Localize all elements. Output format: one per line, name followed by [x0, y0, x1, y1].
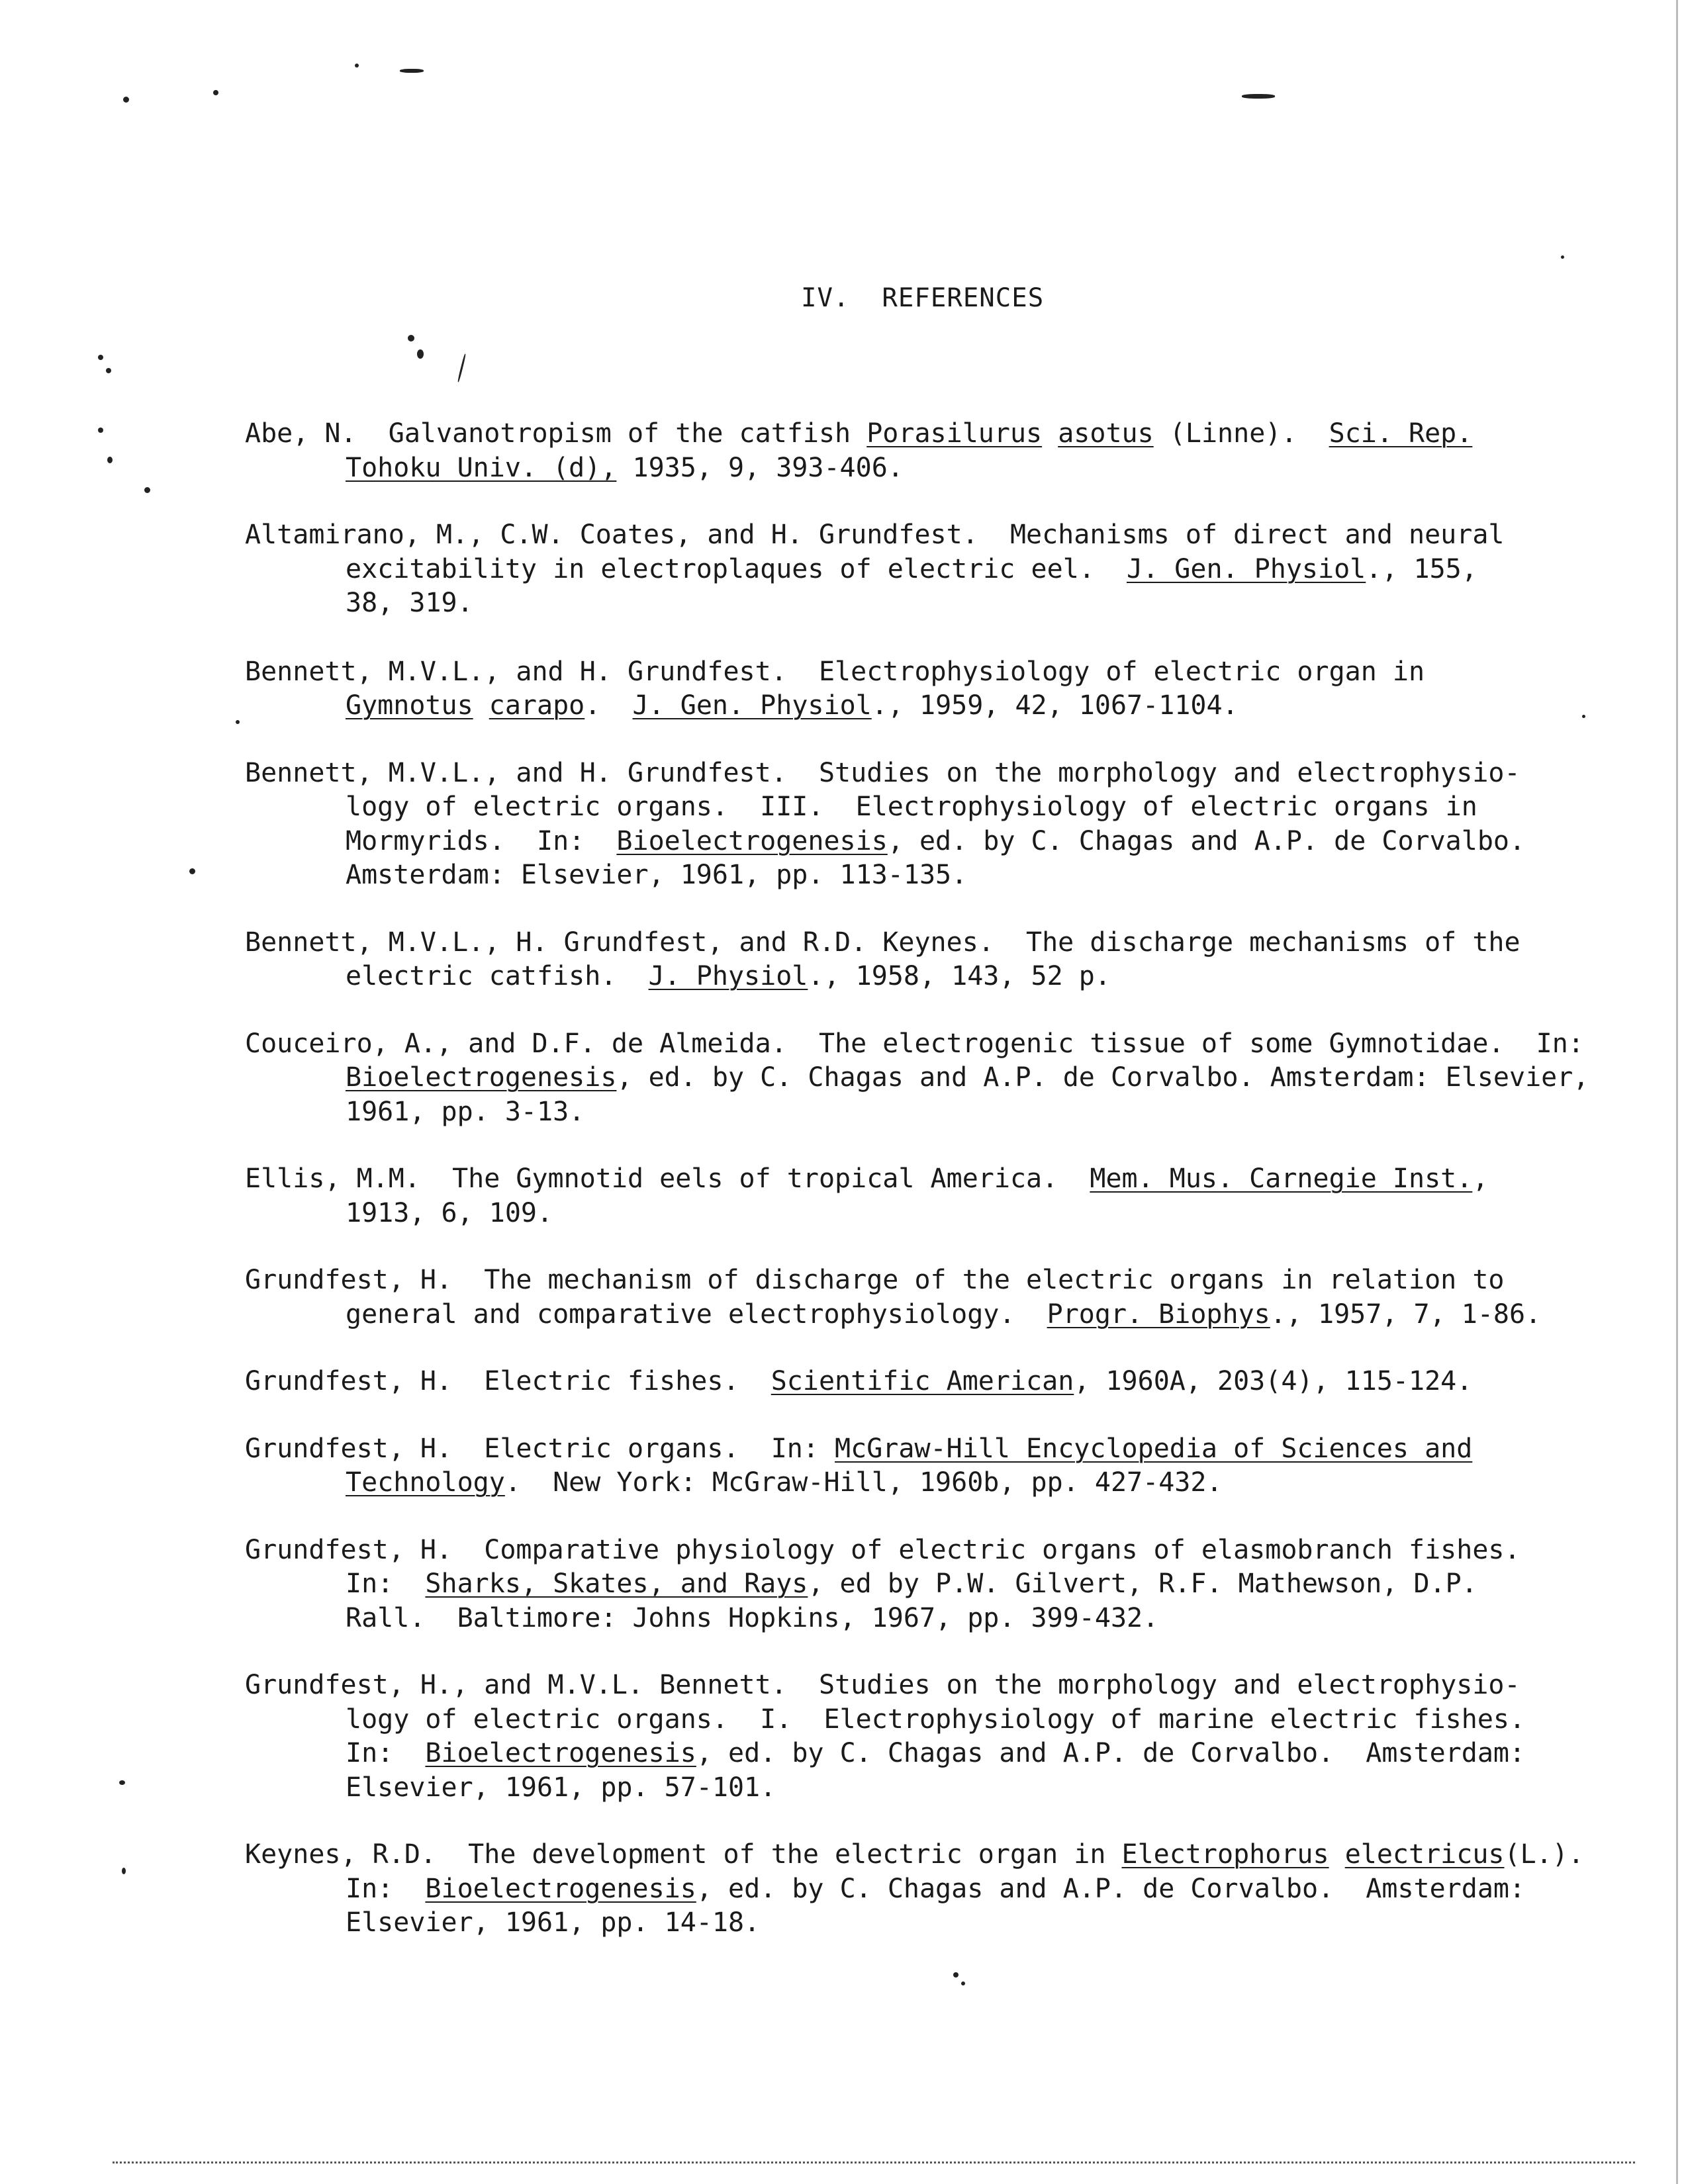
reference-entry: [245, 756, 1668, 893]
reference-line: [245, 1737, 1668, 1771]
reference-text: excitability in electroplaques of electric eel.: [346, 553, 1127, 584]
reference-text: 1913, 6, 109.: [346, 1197, 553, 1228]
reference-line: [245, 1263, 1668, 1298]
reference-text: logy of electric organs. III. Electrophysiology of electric organs in: [346, 792, 1477, 822]
scan-speck: [122, 1868, 126, 1874]
reference-line: [245, 1703, 1668, 1737]
reference-text: , ed. by C. Chagas and A.P. de Corvalbo. Amsterdam:: [696, 1738, 1526, 1768]
scan-mark: [457, 353, 467, 382]
reference-text: [473, 690, 489, 721]
reference-text: (L.).: [1504, 1839, 1584, 1870]
reference-text: , 1960A, 203(4), 115-124.: [1074, 1366, 1473, 1396]
reference-entry: [245, 1263, 1668, 1332]
underlined-title: J. Gen. Physiol: [632, 690, 872, 721]
page-bottom-edge: [113, 2161, 1635, 2163]
reference-line: [245, 1027, 1668, 1062]
reference-line: [245, 518, 1668, 553]
reference-text: [1042, 418, 1058, 449]
underlined-title: Porasilurus: [866, 418, 1043, 449]
reference-entry: [245, 655, 1668, 723]
reference-text: ., 1958, 143, 52 p.: [808, 961, 1111, 991]
reference-entry: [245, 1027, 1668, 1130]
scan-speck: [119, 1780, 125, 1785]
reference-text: . New York: McGraw-Hill, 1960b, pp. 427-432.: [504, 1467, 1223, 1498]
reference-text: electric catfish.: [346, 961, 649, 991]
reference-text: general and comparative electrophysiology.: [346, 1298, 1047, 1330]
reference-text: , ed. by C. Chagas and A.P. de Corvalbo. Amsterdam:: [696, 1873, 1526, 1904]
reference-text: [1329, 1839, 1345, 1870]
reference-line: [245, 1872, 1668, 1907]
reference-text: 1961, pp. 3-13.: [346, 1096, 585, 1127]
reference-line: [245, 790, 1668, 825]
scan-speck: [953, 1972, 959, 1978]
scan-speck: [236, 720, 240, 724]
reference-text: .: [585, 690, 633, 721]
reference-line: [245, 1838, 1668, 1872]
reference-line: [245, 1095, 1668, 1130]
scan-speck: [961, 1981, 965, 1985]
underlined-title: Sharks, Skates, and Rays: [425, 1569, 808, 1599]
reference-text: Ellis, M.M. The Gymnotid eels of tropical America.: [245, 1163, 1090, 1194]
underlined-title: Technology: [346, 1467, 505, 1498]
reference-text: Abe, N. Galvanotropism of the catfish: [245, 418, 867, 449]
underlined-title: Tohoku Univ. (d),: [346, 452, 617, 483]
reference-text: ., 1957, 7, 1-86.: [1270, 1298, 1542, 1330]
reference-text: Rall. Baltimore: Johns Hopkins, 1967, pp. 399-432.: [346, 1602, 1159, 1633]
reference-entry: [245, 1838, 1668, 1940]
scan-speck: [408, 335, 414, 341]
underlined-title: Bioelectrogenesis: [616, 825, 888, 856]
reference-text: Couceiro, A., and D.F. de Almeida. The electrogenic tissue of some Gymnotidae. In:: [245, 1028, 1584, 1059]
reference-line: [245, 960, 1668, 994]
scan-mark: [400, 69, 424, 73]
reference-text: Elsevier, 1961, pp. 14-18.: [346, 1907, 761, 1938]
reference-line: [245, 858, 1668, 893]
scan-speck: [107, 457, 113, 463]
underlined-title: electricus: [1344, 1839, 1505, 1870]
underlined-title: J. Gen. Physiol: [1127, 553, 1366, 584]
scan-speck: [1561, 255, 1564, 259]
reference-line: [245, 1162, 1668, 1197]
underlined-title: Bioelectrogenesis: [425, 1738, 696, 1768]
reference-line: [245, 655, 1668, 690]
underlined-title: J. Physiol: [648, 961, 808, 991]
scan-speck: [189, 868, 195, 874]
reference-text: , ed. by C. Chagas and A.P. de Corvalbo. Amsterdam: Elsevier,: [616, 1062, 1589, 1093]
reference-line: [245, 1906, 1668, 1940]
underlined-title: Scientific American: [771, 1366, 1074, 1396]
reference-text: In:: [346, 1873, 426, 1904]
reference-text: logy of electric organs. I. Electrophysiology of marine electric fishes.: [346, 1704, 1526, 1735]
reference-text: , ed. by C. Chagas and A.P. de Corvalbo.: [887, 825, 1526, 856]
reference-text: Keynes, R.D. The development of the electric organ in: [245, 1839, 1122, 1870]
reference-line: [245, 553, 1668, 587]
reference-line: [245, 1602, 1668, 1636]
reference-text: Elsevier, 1961, pp. 57-101.: [346, 1772, 776, 1803]
reference-text: Mormyrids. In:: [346, 825, 617, 856]
reference-entry: [245, 1533, 1668, 1636]
underlined-title: Progr. Biophys: [1047, 1298, 1270, 1330]
reference-text: Grundfest, H., and M.V.L. Bennett. Studies on the morphology and electrophysio-: [245, 1670, 1520, 1700]
scan-speck: [106, 368, 111, 373]
underlined-title: Bioelectrogenesis: [346, 1062, 617, 1093]
reference-entry: [245, 1365, 1668, 1399]
scan-speck: [144, 487, 150, 493]
underlined-title: McGraw-Hill Encyclopedia of Sciences and: [835, 1433, 1473, 1464]
section-number: IV.: [801, 283, 850, 313]
reference-line: [245, 417, 1668, 451]
scan-speck: [213, 90, 218, 95]
scan-speck: [123, 97, 129, 103]
section-title: REFERENCES: [882, 283, 1045, 313]
reference-list: [245, 417, 1668, 1940]
reference-line: [245, 1567, 1668, 1602]
reference-text: ,: [1472, 1163, 1489, 1194]
reference-line: [245, 451, 1668, 486]
reference-text: ., 1959, 42, 1067-1104.: [871, 690, 1239, 721]
reference-line: [245, 1533, 1668, 1568]
reference-line: [245, 586, 1668, 621]
reference-line: [245, 1466, 1668, 1500]
reference-text: Altamirano, M., C.W. Coates, and H. Grundfest. Mechanisms of direct and neural: [245, 520, 1505, 550]
reference-line: [245, 1061, 1668, 1095]
section-heading: [801, 283, 1044, 313]
reference-line: [245, 756, 1668, 791]
reference-line: [245, 825, 1668, 859]
reference-text: In:: [346, 1738, 426, 1768]
scan-mark: [1242, 94, 1275, 99]
reference-line: [245, 1668, 1668, 1703]
reference-line: [245, 689, 1668, 723]
underlined-title: asotus: [1058, 418, 1154, 449]
reference-text: Bennett, M.V.L., and H. Grundfest. Studies on the morphology and electrophysio-: [245, 757, 1520, 788]
reference-line: [245, 1197, 1668, 1231]
reference-text: In:: [346, 1569, 426, 1599]
scan-speck: [417, 349, 424, 359]
reference-text: Amsterdam: Elsevier, 1961, pp. 113-135.: [346, 860, 968, 890]
scan-speck: [98, 355, 103, 360]
underlined-title: Sci. Rep.: [1329, 418, 1473, 449]
underlined-title: Electrophorus: [1121, 1839, 1329, 1870]
reference-text: , ed by P.W. Gilvert, R.F. Mathewson, D.P.: [808, 1569, 1477, 1599]
underlined-title: Gymnotus: [346, 690, 473, 721]
reference-line: [245, 926, 1668, 960]
reference-entry: [245, 417, 1668, 485]
reference-text: 38, 319.: [346, 588, 473, 618]
reference-line: [245, 1298, 1668, 1332]
reference-text: Bennett, M.V.L., and H. Grundfest. Electrophysiology of electric organ in: [245, 656, 1425, 687]
reference-line: [245, 1771, 1668, 1805]
reference-line: [245, 1365, 1668, 1399]
reference-text: Grundfest, H. Comparative physiology of electric organs of elasmobranch fishes.: [245, 1534, 1520, 1565]
reference-entry: [245, 518, 1668, 621]
reference-text: (Linne).: [1153, 418, 1329, 449]
reference-text: ., 155,: [1366, 553, 1477, 584]
reference-text: Grundfest, H. Electric fishes.: [245, 1366, 771, 1396]
underlined-title: Mem. Mus. Carnegie Inst.: [1090, 1163, 1473, 1194]
reference-entry: [245, 1668, 1668, 1805]
page-right-edge: [1676, 0, 1678, 2184]
reference-entry: [245, 926, 1668, 994]
underlined-title: carapo: [489, 690, 585, 721]
reference-text: Bennett, M.V.L., H. Grundfest, and R.D. Keynes. The discharge mechanisms of the: [245, 927, 1520, 958]
reference-line: [245, 1432, 1668, 1467]
scan-speck: [98, 428, 103, 433]
reference-text: 1935, 9, 393-406.: [616, 452, 904, 483]
reference-text: Grundfest, H. Electric organs. In:: [245, 1433, 835, 1464]
reference-text: Grundfest, H. The mechanism of discharge of the electric organs in relation to: [245, 1265, 1505, 1295]
scan-speck: [355, 64, 359, 68]
reference-entry: [245, 1432, 1668, 1500]
reference-entry: [245, 1162, 1668, 1230]
underlined-title: Bioelectrogenesis: [425, 1873, 696, 1904]
